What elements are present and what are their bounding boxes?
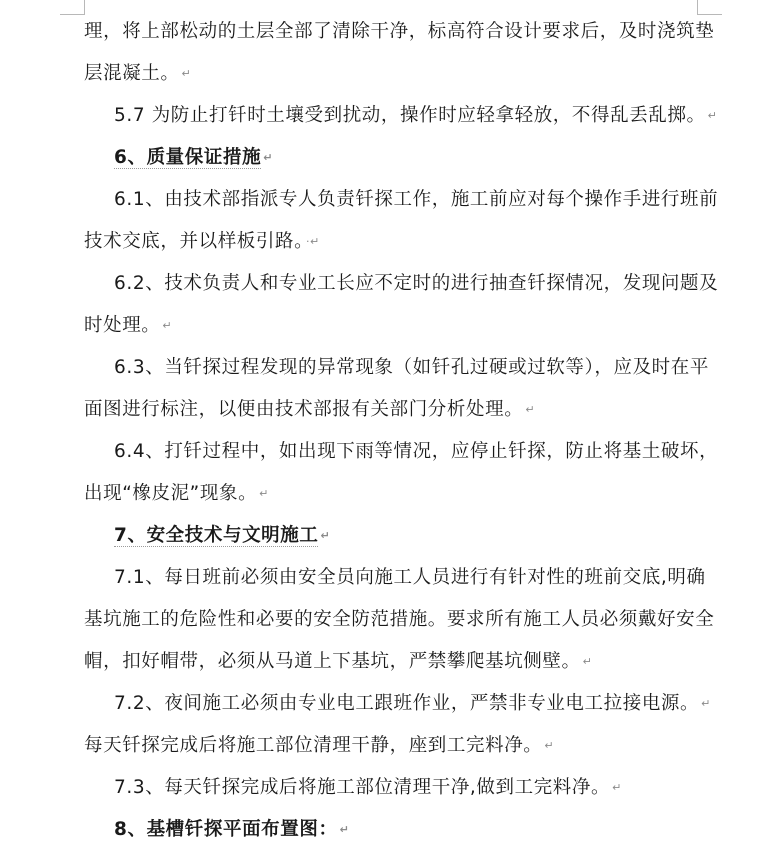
paragraph-mark-icon: ↵ [181,67,192,80]
paragraph-mark-icon: ↵ [263,151,274,164]
paragraph-6-4: 6.4、打钎过程中，如出现下雨等情况，应停止钎探，防止将基土破坏， [114,441,719,462]
paragraph-mark-icon: ↵ [525,403,536,416]
paragraph-6-3: 6.3、当钎探过程发现的异常现象（如钎孔过硬或过软等），应及时在平 [114,357,709,378]
paragraph-mark-icon: ↵ [339,823,350,836]
body-line: 理，将上部松动的土层全部了清除干净，标高符合设计要求后，及时浇筑垫 [84,21,715,42]
paragraph-mark-icon: ·↵ [305,235,320,248]
body-line: 每天钎探完成后将施工部位清理干静，座到工完料净。 ↵ [84,735,555,756]
paragraph-mark-icon: ↵ [707,109,718,122]
body-line: 时处理。 ↵ [84,315,173,336]
paragraph-mark-icon: ↵ [701,697,711,710]
paragraph-7-2: 7.2、夜间施工必须由专业电工跟班作业，严禁非专业电工拉接电源。 ↵ [114,693,711,714]
paragraph-5-7: 5.7 为防止打钎时土壤受到扰动，操作时应轻拿轻放，不得乱丢乱掷。 ↵ [114,105,718,126]
paragraph-mark-icon: ↵ [162,319,173,332]
section-heading-7: 7、安全技术与文明施工 ↵ [114,525,331,546]
paragraph-mark-icon: ↵ [544,739,555,752]
paragraph-mark-icon: ↵ [320,529,331,542]
paragraph-mark-icon: ↵ [582,655,593,668]
paragraph-6-1: 6.1、由技术部指派专人负责钎探工作，施工前应对每个操作手进行班前 [114,189,719,210]
body-line: 基坑施工的危险性和必要的安全防范措施。要求所有施工人员必须戴好安全 [84,609,715,630]
paragraph-6-2: 6.2、技术负责人和专业工长应不定时的进行抽查钎探情况，发现问题及 [114,273,719,294]
body-line: 帽，扣好帽带，必须从马道上下基坑，严禁攀爬基坑侧壁。 ↵ [84,651,593,672]
section-heading-6: 6、质量保证措施 ↵ [114,147,274,168]
body-line: 层混凝土。 ↵ [84,63,192,84]
body-line: 出现“橡皮泥”现象。 ↵ [84,483,269,504]
margin-corner-mark-right [697,0,722,15]
margin-corner-mark-left [60,0,85,15]
body-line: 面图进行标注，以便由技术部报有关部门分析处理。 ↵ [84,399,536,420]
section-heading-8: 8、基槽钎探平面布置图： ↵ [114,819,350,840]
paragraph-mark-icon: ↵ [612,781,622,794]
paragraph-mark-icon: ↵ [259,487,269,500]
body-line: 技术交底，并以样板引路。 ·↵ [84,231,320,252]
paragraph-7-3: 7.3、每天钎探完成后将施工部位清理干净,做到工完料净。 ↵ [114,777,622,798]
paragraph-7-1: 7.1、每日班前必须由安全员向施工人员进行有针对性的班前交底,明确 [114,567,706,588]
